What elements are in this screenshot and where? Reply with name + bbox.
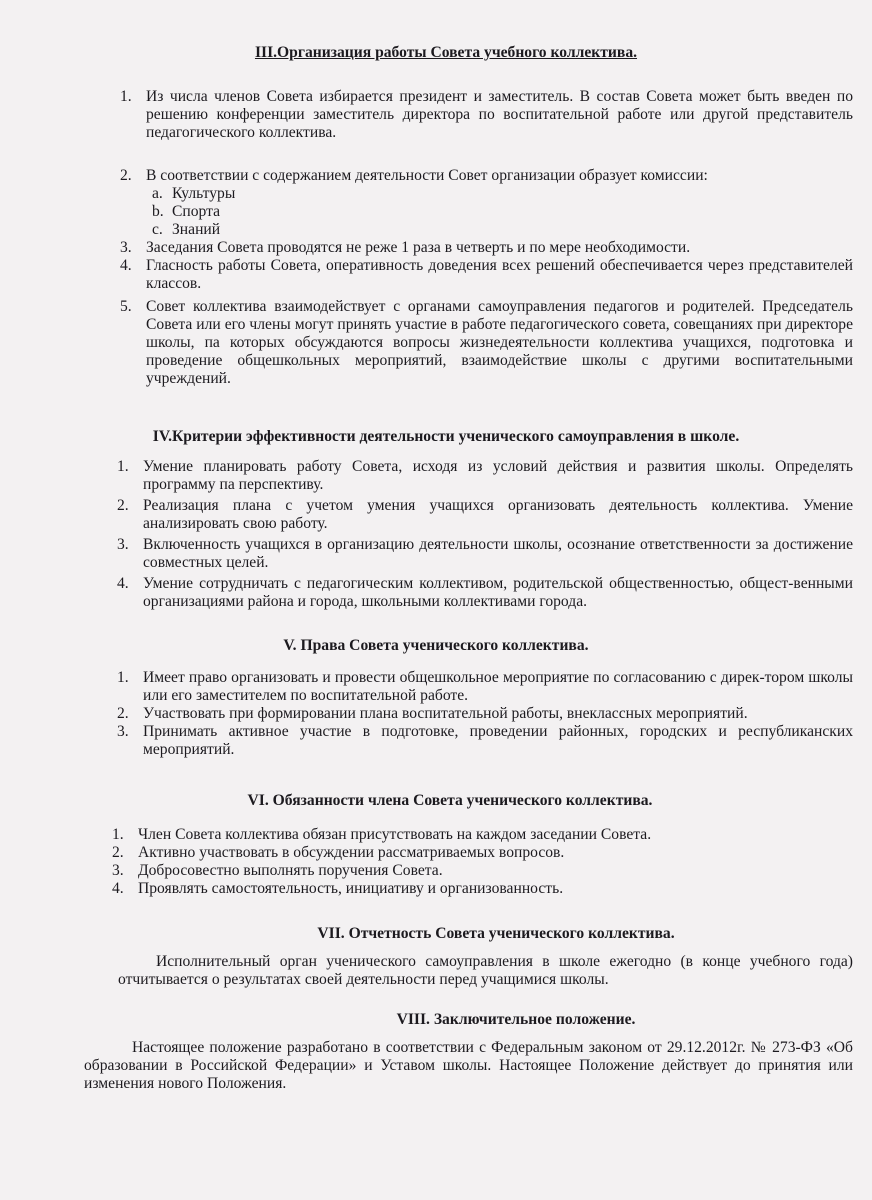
list-item <box>117 669 853 705</box>
section-7-heading: VII. Отчетность Совета ученического коллектива. <box>317 925 675 942</box>
item-number: 2. <box>117 705 129 722</box>
item-number: 4. <box>120 257 132 274</box>
item-text: Реализация плана с учетом умения учащихся организовать деятельность коллектива. Умение анализировать свою работу. <box>143 497 853 532</box>
list-item <box>120 239 853 257</box>
section-3-list <box>120 88 853 388</box>
item-number: 4. <box>117 575 129 592</box>
item-number: 4. <box>112 880 124 897</box>
item-text: Совет коллектива взаимодействует с органами самоуправления педагогов и родителей. Председатель Совета или его члены могут принять участие в работе педагогического совета, совещаниях при директоре школы, па которых обсуждаются вопросы жизнедеятельности коллектива учащихся, подготовка и проведение общешкольных мероприятий, взаимодействие школы с другими воспитательными учреждений. <box>146 298 853 387</box>
item-text: Умение сотрудничать с педагогическим коллективом, родительской общественностью, общест-венными организациями района и города, школьными коллективами города. <box>143 575 853 610</box>
list-item <box>112 880 853 898</box>
item-number: 3. <box>117 723 129 740</box>
section-7-text: Исполнительный орган ученического самоуправления в школе ежегодно (в конце учебного года) отчитывается о результатах своей деятельности перед учащимися школы. <box>118 953 853 988</box>
sub-item <box>152 221 853 239</box>
section-3-heading <box>10 44 872 62</box>
item-text: Принимать активное участие в подготовке, проведении районных, городских и республиканских мероприятий. <box>143 723 853 758</box>
item-number: 2. <box>117 497 129 514</box>
item-number: 1. <box>117 669 129 686</box>
list-item <box>117 458 853 494</box>
list-item <box>117 723 853 759</box>
list-item <box>120 88 853 142</box>
section-6-heading: VI. Обязанности члена Совета ученического коллектива. <box>247 792 653 809</box>
list-item <box>112 844 853 862</box>
item-text: Проявлять самостоятельность, инициативу и организованность. <box>138 880 564 897</box>
list-item <box>112 826 853 844</box>
item-text: Умение планировать работу Совета, исходя из условий действия и развития школы. Определять программу па перспективу. <box>143 458 853 493</box>
item-text: В соответствии с содержанием деятельности Совет организации образует комиссии: <box>146 167 708 184</box>
sub-item <box>152 203 853 221</box>
list-item <box>120 257 853 293</box>
item-number: 3. <box>112 862 124 879</box>
sub-text: Знаний <box>172 221 221 238</box>
item-text: Добросовестно выполнять поручения Совета. <box>138 862 443 879</box>
sub-item <box>152 185 853 203</box>
list-item <box>117 497 853 533</box>
section-3-heading-text: III.Организация работы Совета учебного коллектива. <box>254 44 638 61</box>
item-text: Член Совета коллектива обязан присутствовать на каждом заседании Совета. <box>138 826 652 843</box>
sub-letter: b. <box>152 203 164 220</box>
item-text: Имеет право организовать и провести общешкольное мероприятие по согласованию с дирек-тором школы или его заместителем по воспитательной работе. <box>143 669 853 704</box>
item-number: 5. <box>120 298 132 315</box>
section-4-list <box>117 458 853 611</box>
section-5-heading: V. Права Совета ученического коллектива. <box>283 637 589 654</box>
section-6-list <box>112 826 853 898</box>
item-number: 1. <box>117 458 129 475</box>
section-5-list <box>117 669 853 759</box>
section-4-heading: IV.Критерии эффективности деятельности ученического самоуправления в школе. <box>152 428 740 445</box>
sub-letter: c. <box>152 221 163 238</box>
item-text: Активно участвовать в обсуждении рассматриваемых вопросов. <box>138 844 565 861</box>
item-text: Гласность работы Совета, оперативность доведения всех решений обеспечивается через представителей классов. <box>146 257 853 292</box>
item-text: Заседания Совета проводятся не реже 1 раза в четверть и по мере необходимости. <box>146 239 691 256</box>
list-item <box>120 298 853 388</box>
section-8-heading: VIII. Заключительное положение. <box>396 1011 636 1028</box>
list-item <box>117 575 853 611</box>
item-text: Включенность учащихся в организацию деятельности школы, осознание ответственности за достижение совместных целей. <box>143 536 853 571</box>
item-number: 3. <box>120 239 132 256</box>
sub-letter: a. <box>152 185 163 202</box>
sub-text: Культуры <box>172 185 236 202</box>
section-8-text: Настоящее положение разработано в соответствии с Федеральным законом от 29.12.2012г. № 273-ФЗ «Об образовании в Российской Федерации» и Уставом школы. Настоящее Положение действует до принятия или изменения нового Положения. <box>84 1039 853 1092</box>
sub-text: Спорта <box>172 203 221 220</box>
item-text: Из числа членов Совета избирается президент и заместитель. В состав Совета может быть введен по решению конференции заместитель директора по воспитательной работе или другой представитель педагогического коллектива. <box>146 88 853 141</box>
item-text: Участвовать при формировании плана воспитательной работы, внеклассных мероприятий. <box>143 705 748 722</box>
item-number: 1. <box>120 88 132 105</box>
item-number: 2. <box>120 167 132 184</box>
list-item <box>112 862 853 880</box>
item-number: 1. <box>112 826 124 843</box>
list-item <box>120 167 853 239</box>
list-item <box>117 536 853 572</box>
item-number: 2. <box>112 844 124 861</box>
list-item <box>117 705 853 723</box>
item-number: 3. <box>117 536 129 553</box>
